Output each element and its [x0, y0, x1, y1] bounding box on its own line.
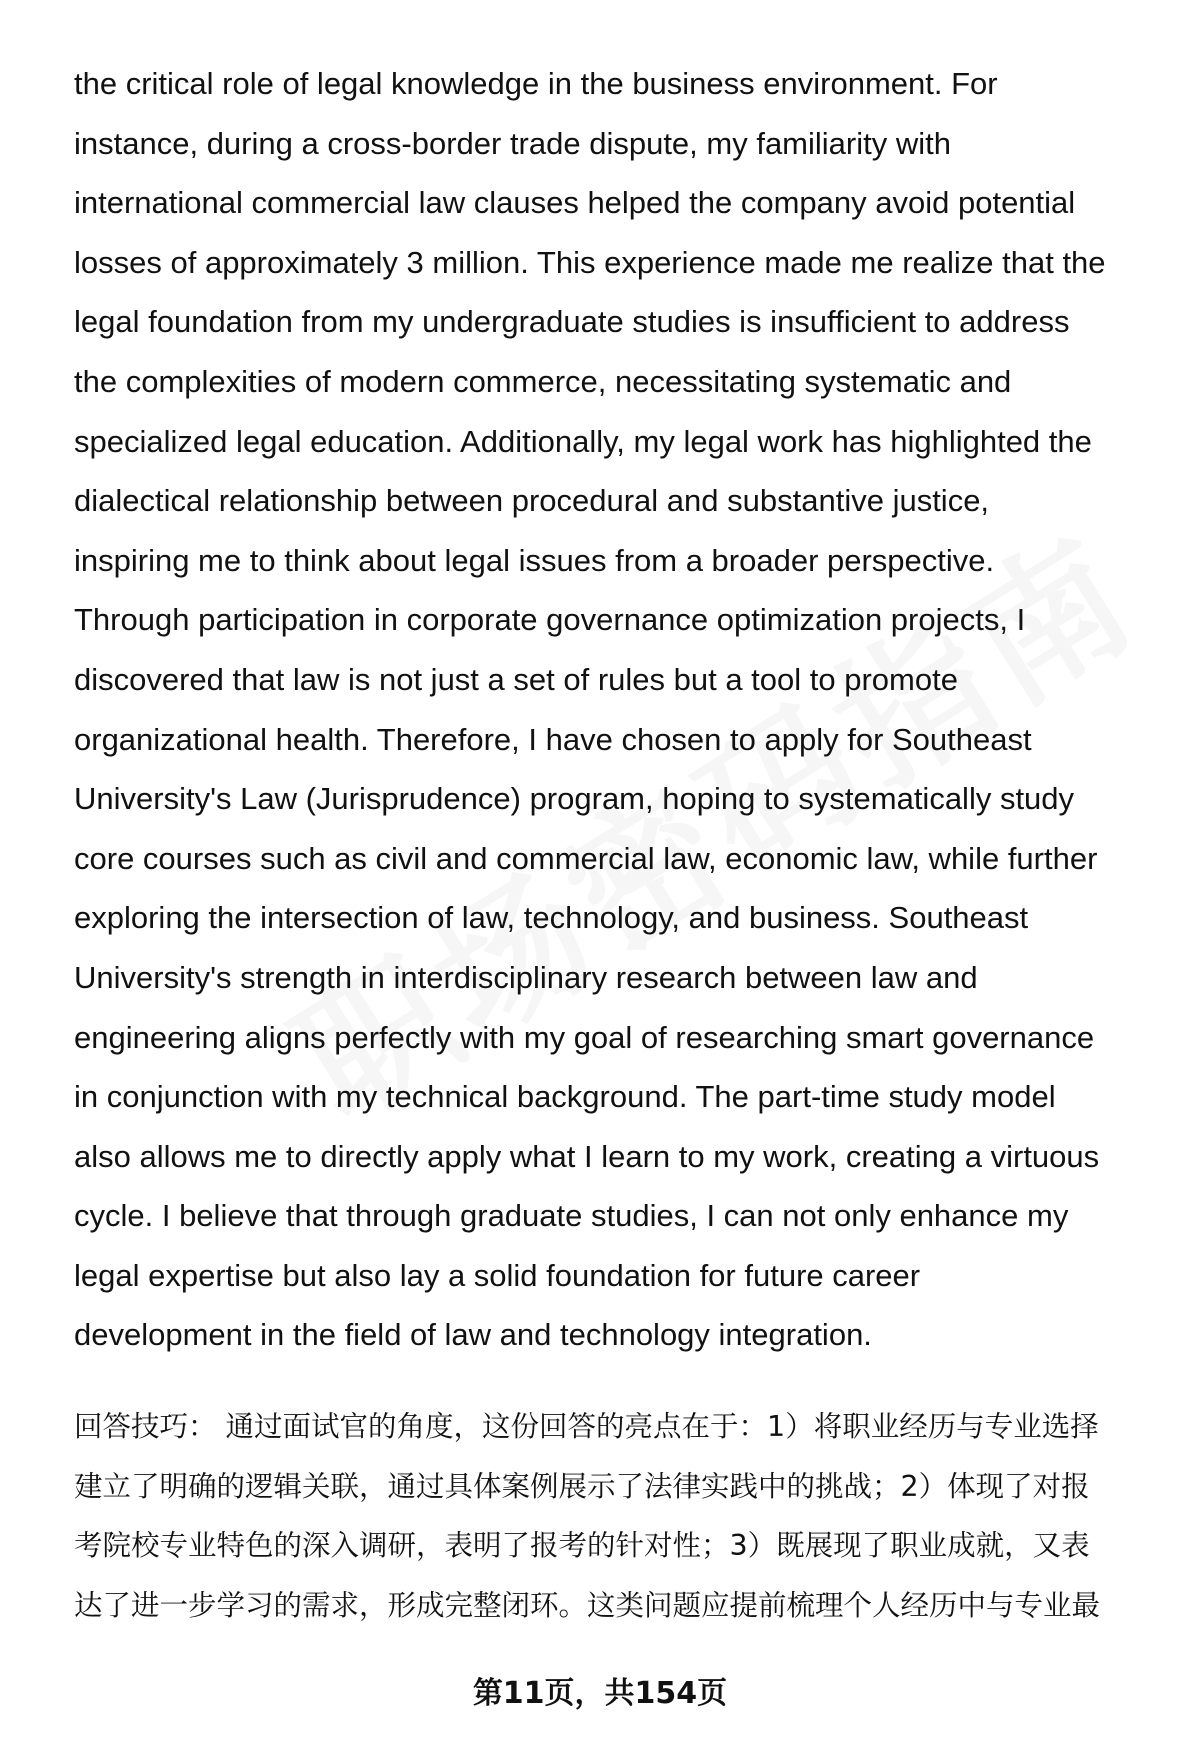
- body-line: discovered that law is not just a set of rules but a tool to promote: [74, 661, 958, 697]
- tips-line: 建立了明确的逻辑关联，通过具体案例展示了法律实践中的挑战；2）体现了对报: [74, 1469, 1090, 1503]
- body-line: University's strength in interdisciplinary research between law and: [74, 959, 978, 995]
- body-line: the critical role of legal knowledge in the business environment. For: [74, 66, 998, 101]
- body-line: dialectical relationship between procedural and substantive justice,: [74, 483, 990, 519]
- answer-tips-paragraph: [74, 1397, 1154, 1635]
- body-line: cycle. I believe that through graduate studies, I can not only enhance my: [74, 1198, 1069, 1234]
- body-line: specialized legal education. Additionally, my legal work has highlighted the: [74, 423, 1092, 459]
- page-number: 第11页，共154页: [472, 1676, 728, 1711]
- body-line: instance, during a cross-border trade dispute, my familiarity with: [74, 125, 951, 161]
- tips-line: 考院校专业特色的深入调研，表明了报考的针对性；3）既展现了职业成就，又表: [74, 1529, 1090, 1562]
- body-line: Through participation in corporate governance optimization projects, I: [74, 602, 1026, 638]
- tips-line: 达了进一步学习的需求，形成完整闭环。这类问题应提前梳理个人经历中与专业最: [74, 1588, 1101, 1622]
- body-line: organizational health. Therefore, I have chosen to apply for Southeast: [74, 721, 1032, 757]
- body-line: legal expertise but also lay a solid foundation for future career: [74, 1257, 921, 1293]
- tips-line: 回答技巧： 通过面试官的角度，这份回答的亮点在于：1）将职业经历与专业选择: [74, 1410, 1099, 1443]
- body-line: core courses such as civil and commercial law, economic law, while further: [74, 840, 1098, 876]
- body-line: engineering aligns perfectly with my goal of researching smart governance: [74, 1019, 1095, 1055]
- body-paragraph: [74, 54, 1154, 1365]
- body-line: the complexities of modern commerce, necessitating systematic and: [74, 363, 1012, 399]
- body-line: losses of approximately 3 million. This experience made me realize that the: [74, 244, 1106, 280]
- body-line: development in the field of law and technology integration.: [74, 1317, 872, 1353]
- body-line: exploring the intersection of law, technology, and business. Southeast: [74, 900, 1029, 936]
- body-line: legal foundation from my undergraduate studies is insufficient to address: [74, 304, 1070, 340]
- body-line: also allows me to directly apply what I learn to my work, creating a virtuous: [74, 1138, 1100, 1174]
- body-line: international commercial law clauses helped the company avoid potential: [74, 185, 1076, 221]
- body-line: in conjunction with my technical background. The part-time study model: [74, 1079, 1056, 1115]
- body-line: inspiring me to think about legal issues from a broader perspective.: [74, 542, 995, 578]
- body-line: University's Law (Jurisprudence) program, hoping to systematically study: [74, 781, 1075, 817]
